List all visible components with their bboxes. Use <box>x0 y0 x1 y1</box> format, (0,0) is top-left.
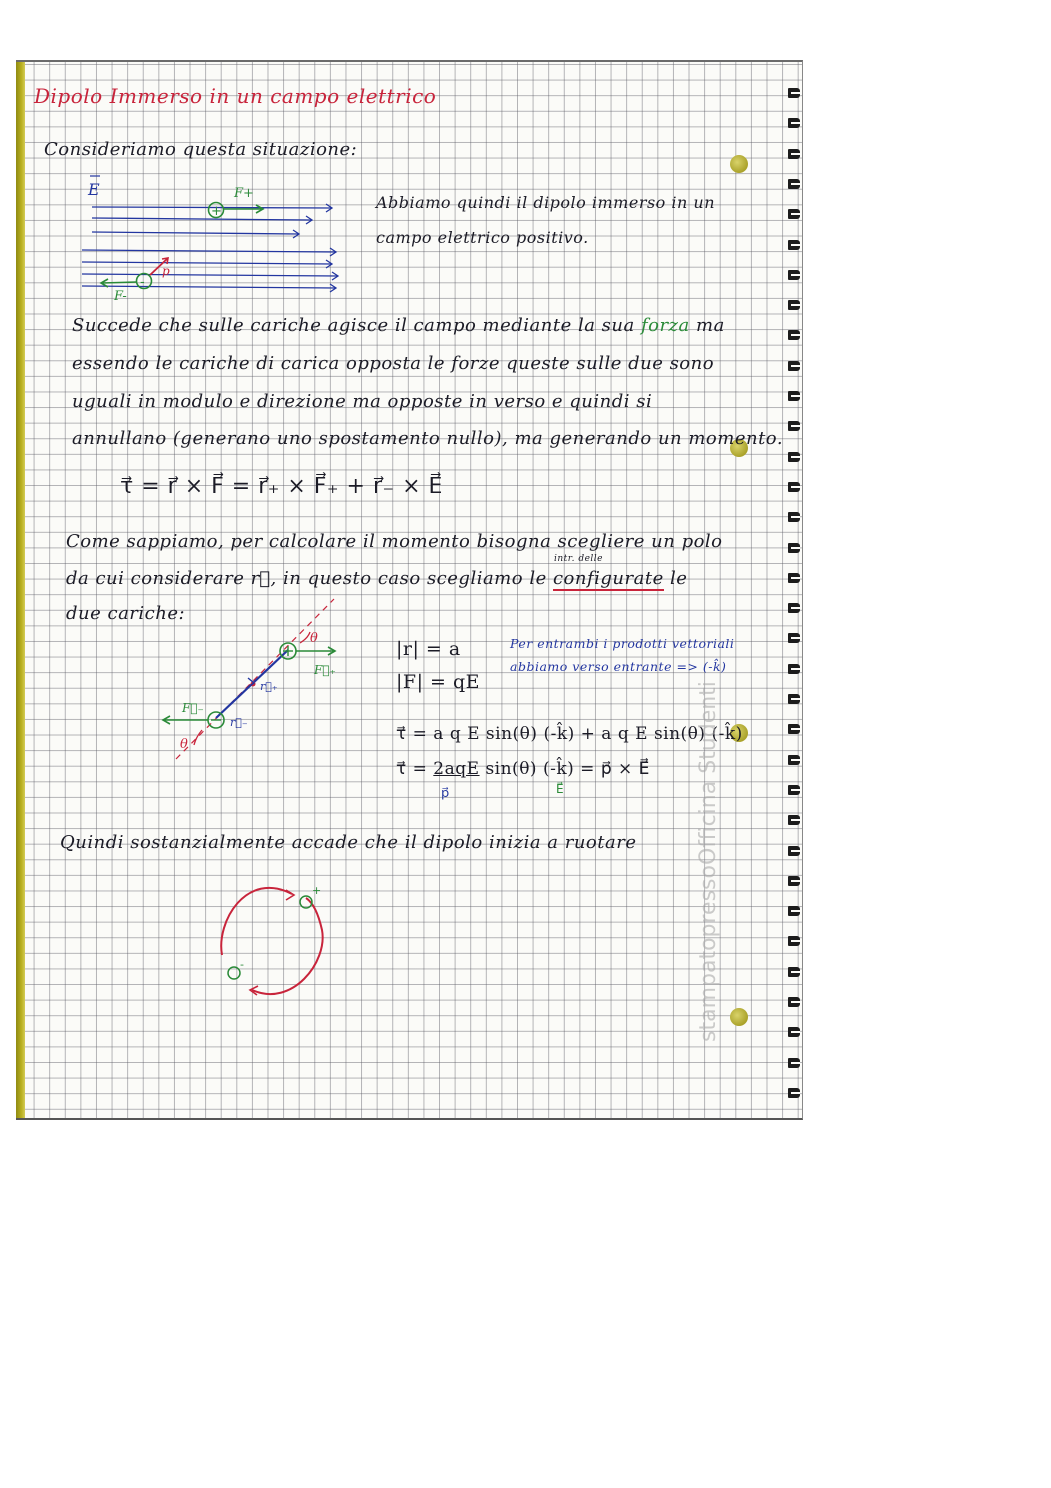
torque-sum: τ⃗ = a q E sin(θ) (-k̂) + a q E sin(θ) (-k̂) <box>396 724 743 744</box>
paragraph2-line-3: due cariche: <box>66 603 186 624</box>
positive-charge <box>209 186 264 219</box>
page-title: Dipolo Immerso in un campo elettrico <box>34 84 437 108</box>
dipole-moment-label: p⃗ <box>441 786 450 801</box>
paragraph1-line-4: annullano (generano uno spostamento nullo), ma generando un momento. <box>72 428 784 449</box>
negative-charge <box>101 258 170 304</box>
paragraph1-line-2: essendo le cariche di carica opposta le forze queste sulle due sono <box>72 353 715 374</box>
blue-note-line-1: Per entrambi i prodotti vettoriali <box>510 636 735 651</box>
side-note-line-1: Abbiamo quindi il dipolo immerso in un <box>376 193 716 212</box>
word-configurate: configurate <box>552 568 664 589</box>
conclusion-line: Quindi sostanzialmente accade che il dipolo inizia a ruotare <box>60 832 637 853</box>
f-modulus: |F| = qE <box>396 671 481 693</box>
plus-sign: + <box>211 204 222 219</box>
field-label: E⃗ <box>556 782 565 796</box>
rotation-minus: - <box>240 958 244 971</box>
r-modulus: |r| = a <box>396 638 461 660</box>
dipole-figure <box>16 62 802 1118</box>
torque-result: τ⃗ = 2aqE sin(θ) (-k̂) = p⃗ × E⃗ <box>396 759 650 779</box>
fminus-label: F- <box>114 289 127 304</box>
word-forza: forza <box>640 315 690 336</box>
notebook-page <box>16 60 803 1120</box>
fplus-label-2: F⃗₊ <box>314 663 336 677</box>
torque-equation: τ⃗ = r⃗ × F⃗ = r⃗₊ × F⃗₊ + r⃗₋ × E⃗ <box>120 474 443 499</box>
rplus-label: r⃗₊ <box>260 680 278 693</box>
e-label: E <box>88 180 100 199</box>
field-label-e <box>87 176 100 199</box>
rminus-label: r⃗₋ <box>230 716 248 729</box>
intro-line: Consideriamo questa situazione: <box>44 139 358 160</box>
watermark: stampatopressoOfficina Studenti <box>696 681 721 1042</box>
rotation-diagram <box>221 884 322 995</box>
paragraph2-line-2: da cui considerare r⃗, in questo caso scegliamo le configurate le <box>66 568 688 589</box>
theta-bottom: θ <box>180 737 188 752</box>
fplus-label: F+ <box>234 186 254 201</box>
rotated-dipole <box>163 599 336 759</box>
paragraph2-line-1: Come sappiamo, per calcolare il momento bisogna scegliere un polo <box>66 531 723 552</box>
side-note-line-2: campo elettrico positivo. <box>376 228 589 247</box>
blue-note-line-2: abbiamo verso entrante => (-k̂) <box>510 659 727 674</box>
theta-top: θ <box>310 631 318 646</box>
paragraph1-line-1: Succede che sulle cariche agisce il campo mediante la sua forza ma <box>72 315 725 336</box>
field-lines <box>82 204 338 292</box>
fminus-label-2: F⃗₋ <box>182 701 204 715</box>
superscript-note: intr. delle <box>554 554 603 564</box>
p-label: p <box>162 264 170 278</box>
rotation-plus: + <box>312 884 322 897</box>
paragraph1-line-3: uguali in modulo e direzione ma opposte in verso e quindi si <box>72 391 653 412</box>
minus-sign: - <box>140 275 145 290</box>
